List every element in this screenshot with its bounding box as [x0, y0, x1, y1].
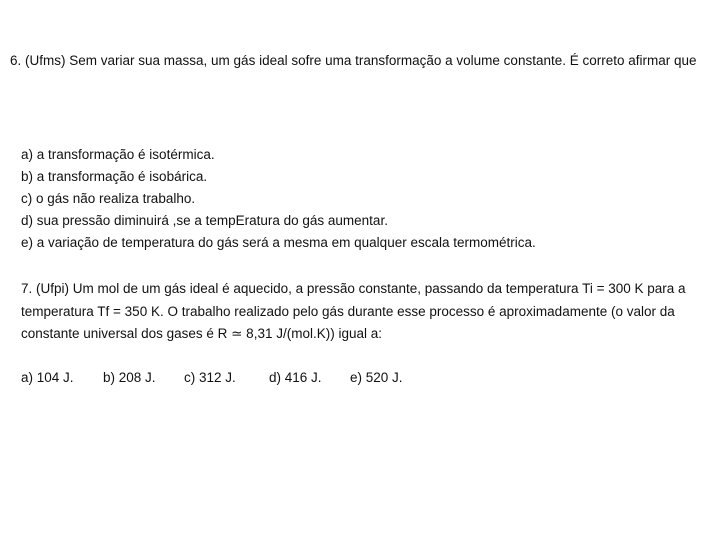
question-7-options — [21, 367, 410, 389]
question-7-option-e: e) 520 J. — [350, 370, 403, 385]
question-6-option-d: d) sua pressão diminuirá ,se a tempEratura do gás aumentar. — [21, 213, 388, 228]
question-6-option-a: a) a transformação é isotérmica. — [21, 147, 215, 162]
question-6-options — [21, 144, 701, 254]
question-7-option-d: d) 416 J. — [269, 370, 322, 385]
question-7-text: 7. (Ufpi) Um mol de um gás ideal é aquecido, a pressão constante, passando da temperatura Ti = 300 K para a temperatura Tf = 350 K. O trabalho realizado pelo gás durante esse processo é aproximadamente (o valor da constante universal dos gases é R ≃ 8,31 J/(mol.K)) igual a: — [21, 281, 686, 341]
question-6-text: 6. (Ufms) Sem variar sua massa, um gás ideal sofre uma transformação a volume constante. É correto afirmar que — [10, 53, 697, 68]
question-6-option-e: e) a variação de temperatura do gás será a mesma em qualquer escala termométrica. — [21, 235, 536, 250]
question-7-option-c: c) 312 J. — [184, 370, 236, 385]
question-7-option-b: b) 208 J. — [103, 370, 156, 385]
question-6-option-c: c) o gás não realiza trabalho. — [21, 191, 196, 206]
question-6-option-b: b) a transformação é isobárica. — [21, 169, 208, 184]
question-7-option-a: a) 104 J. — [21, 370, 74, 385]
